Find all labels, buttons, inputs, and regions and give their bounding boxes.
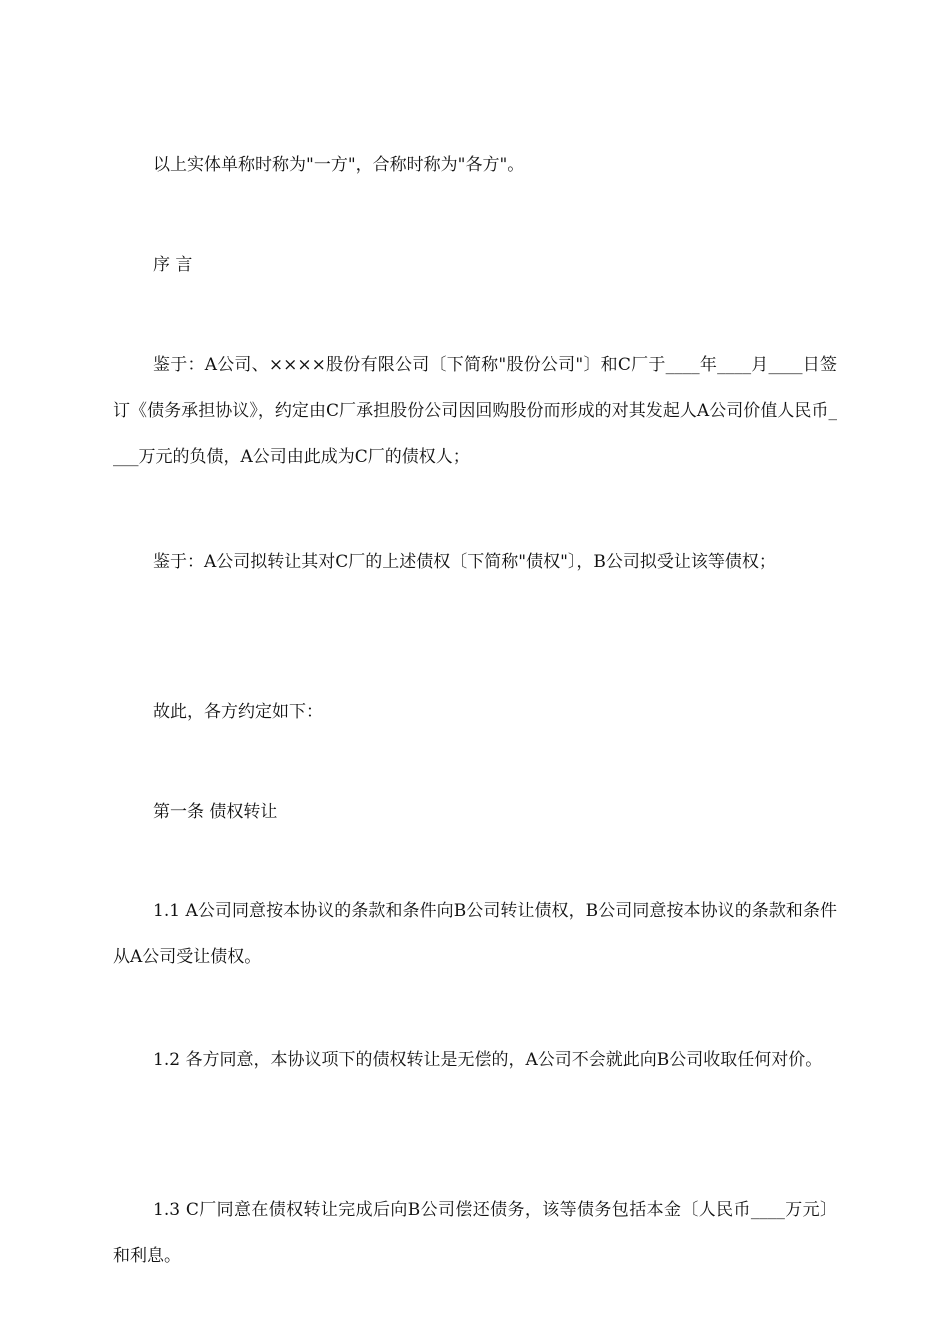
therefore-paragraph: 故此，各方约定如下： bbox=[153, 702, 323, 722]
whereas-paragraph-1: 鉴于：A公司、××××股份有限公司〔下简称"股份公司"〕和C厂于____年____月____日签订《债务承担协议》，约定由C厂承担股份公司因回购股份而形成的对其发起人A公司价值人民币____万元的负债，A公司由此成为C厂的债权人； bbox=[113, 355, 837, 467]
article-1-heading: 第一条 债权转让 bbox=[153, 802, 278, 822]
clause-1-3: 1.3 C厂同意在债权转让完成后向B公司偿还债务，该等债务包括本金〔人民币____万元〕和利息。 bbox=[113, 1200, 837, 1266]
preface-heading: 序 言 bbox=[153, 255, 193, 275]
clause-1-1: 1.1 A公司同意按本协议的条款和条件向B公司转让债权，B公司同意按本协议的条款和条件从A公司受让债权。 bbox=[113, 901, 837, 967]
whereas-paragraph-2: 鉴于：A公司拟转让其对C厂的上述债权〔下简称"债权"〕，B公司拟受让该等债权； bbox=[153, 552, 776, 572]
definition-paragraph: 以上实体单称时称为"一方"，合称时称为"各方"。 bbox=[153, 155, 525, 175]
clause-1-2: 1.2 各方同意，本协议项下的债权转让是无偿的，A公司不会就此向B公司收取任何对价。 bbox=[153, 1050, 823, 1070]
